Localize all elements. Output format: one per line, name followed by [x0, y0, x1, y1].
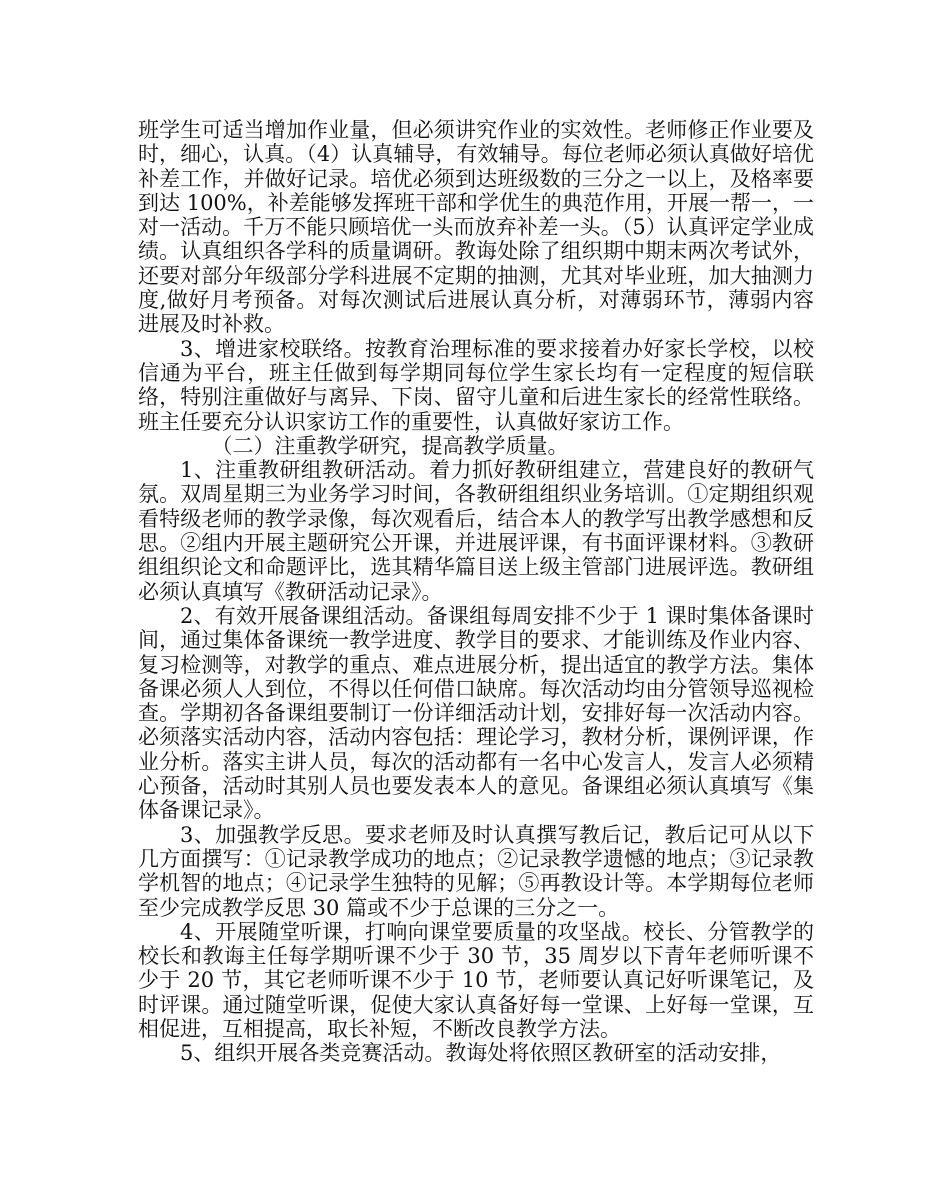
paragraph-research-group: 1、注重教研组教研活动。着力抓好教研组建立，营建良好的教研气氛。双周星期三为业务学习时间，各教研组组织业务培训。①定期组织观看特级老师的教学录像，每次观看后，结合本人的教学写出教学感想和反思。②组内开展主题研究公开课，并进展评课，有书面评课材料。③教研组组织论文和命题评比，选其精华篇目送上级主管部门进展评选。教研组必须认真填写《教研活动记录》。 — [138, 458, 814, 604]
paragraph-teaching-reflection: 3、加强教学反思。要求老师及时认真撰写教后记，教后记可从以下几方面撰写：①记录教学成功的地点；②记录教学遗憾的地点；③记录教学机智的地点；④记录学生独特的见解；⑤再教设计等。本学期每位老师至少完成教学反思 30 篇或不少于总课的三分之一。 — [138, 822, 814, 920]
section-heading-teaching-research: （二）注重教学研究，提高教学质量。 — [211, 433, 569, 458]
paragraph-competitions: 5、组织开展各类竞赛活动。教诲处将依照区教研室的活动安排， — [180, 1041, 782, 1066]
paragraph-continuation: 班学生可适当增加作业量，但必须讲究作业的实效性。老师修正作业要及时，细心，认真。（4）认真辅导，有效辅导。每位老师必须认真做好培优补差工作，并做好记录。培优必须到达班级数的三分之一以上，及格率要到达 100%，补差能够发挥班干部和学优生的典范作用，开展一帮一，一对一活动。千万不能只顾培优一头而放弃补差一头。（5）认真评定学业成绩。认真组织各学科的质量调研。教诲处除了组织期中期末两次考试外，还要对部分年级部分学科进展不定期的抽测，尤其对毕业班，加大抽测力度,做好月考预备。对每次测试后进展认真分析，对薄弱环节，薄弱内容进展及时补救。 — [138, 118, 814, 337]
paragraph-lesson-prep-group: 2、有效开展备课组活动。备课组每周安排不少于 1 课时集体备课时间，通过集体备课统一教学进度、教学目的要求、才能训练及作业内容、复习检测等，对教学的重点、难点进展分析，提出适宜的教学方法。集体备课必须人人到位，不得以任何借口缺席。每次活动均由分管领导巡视检查。学期初各备课组要制订一份详细活动计划，安排好每一次活动内容。必须落实活动内容，活动内容包括：理论学习，教材分析，课例评课，作业分析。落实主讲人员，每次的活动都有一名中心发言人，发言人必须精心预备，活动时其别人员也要发表本人的意见。备课组必须认真填写《集体备课记录》。 — [138, 603, 814, 823]
document-body — [138, 118, 814, 1066]
paragraph-classroom-observation: 4、开展随堂听课，打响向课堂要质量的攻坚战。校长、分管教学的校长和教诲主任每学期听课不少于 30 节，35 周岁以下青年老师听课不少于 20 节，其它老师听课不少于 10 节，老师要认真记好听课笔记，及时评课。通过随堂听课，促使大家认真备好每一堂课、上好每一堂课，互相促进，互相提高，取长补短，不断改良教学方法。 — [138, 919, 814, 1041]
paragraph-home-school-contact: 3、增进家校联络。按教育治理标准的要求接着办好家长学校，以校信通为平台，班主任做到每学期同每位学生家长均有一定程度的短信联络，特别注重做好与离异、下岗、留守儿童和后进生家长的经常性联络。班主任要充分认识家访工作的重要性，认真做好家访工作。 — [138, 336, 814, 434]
